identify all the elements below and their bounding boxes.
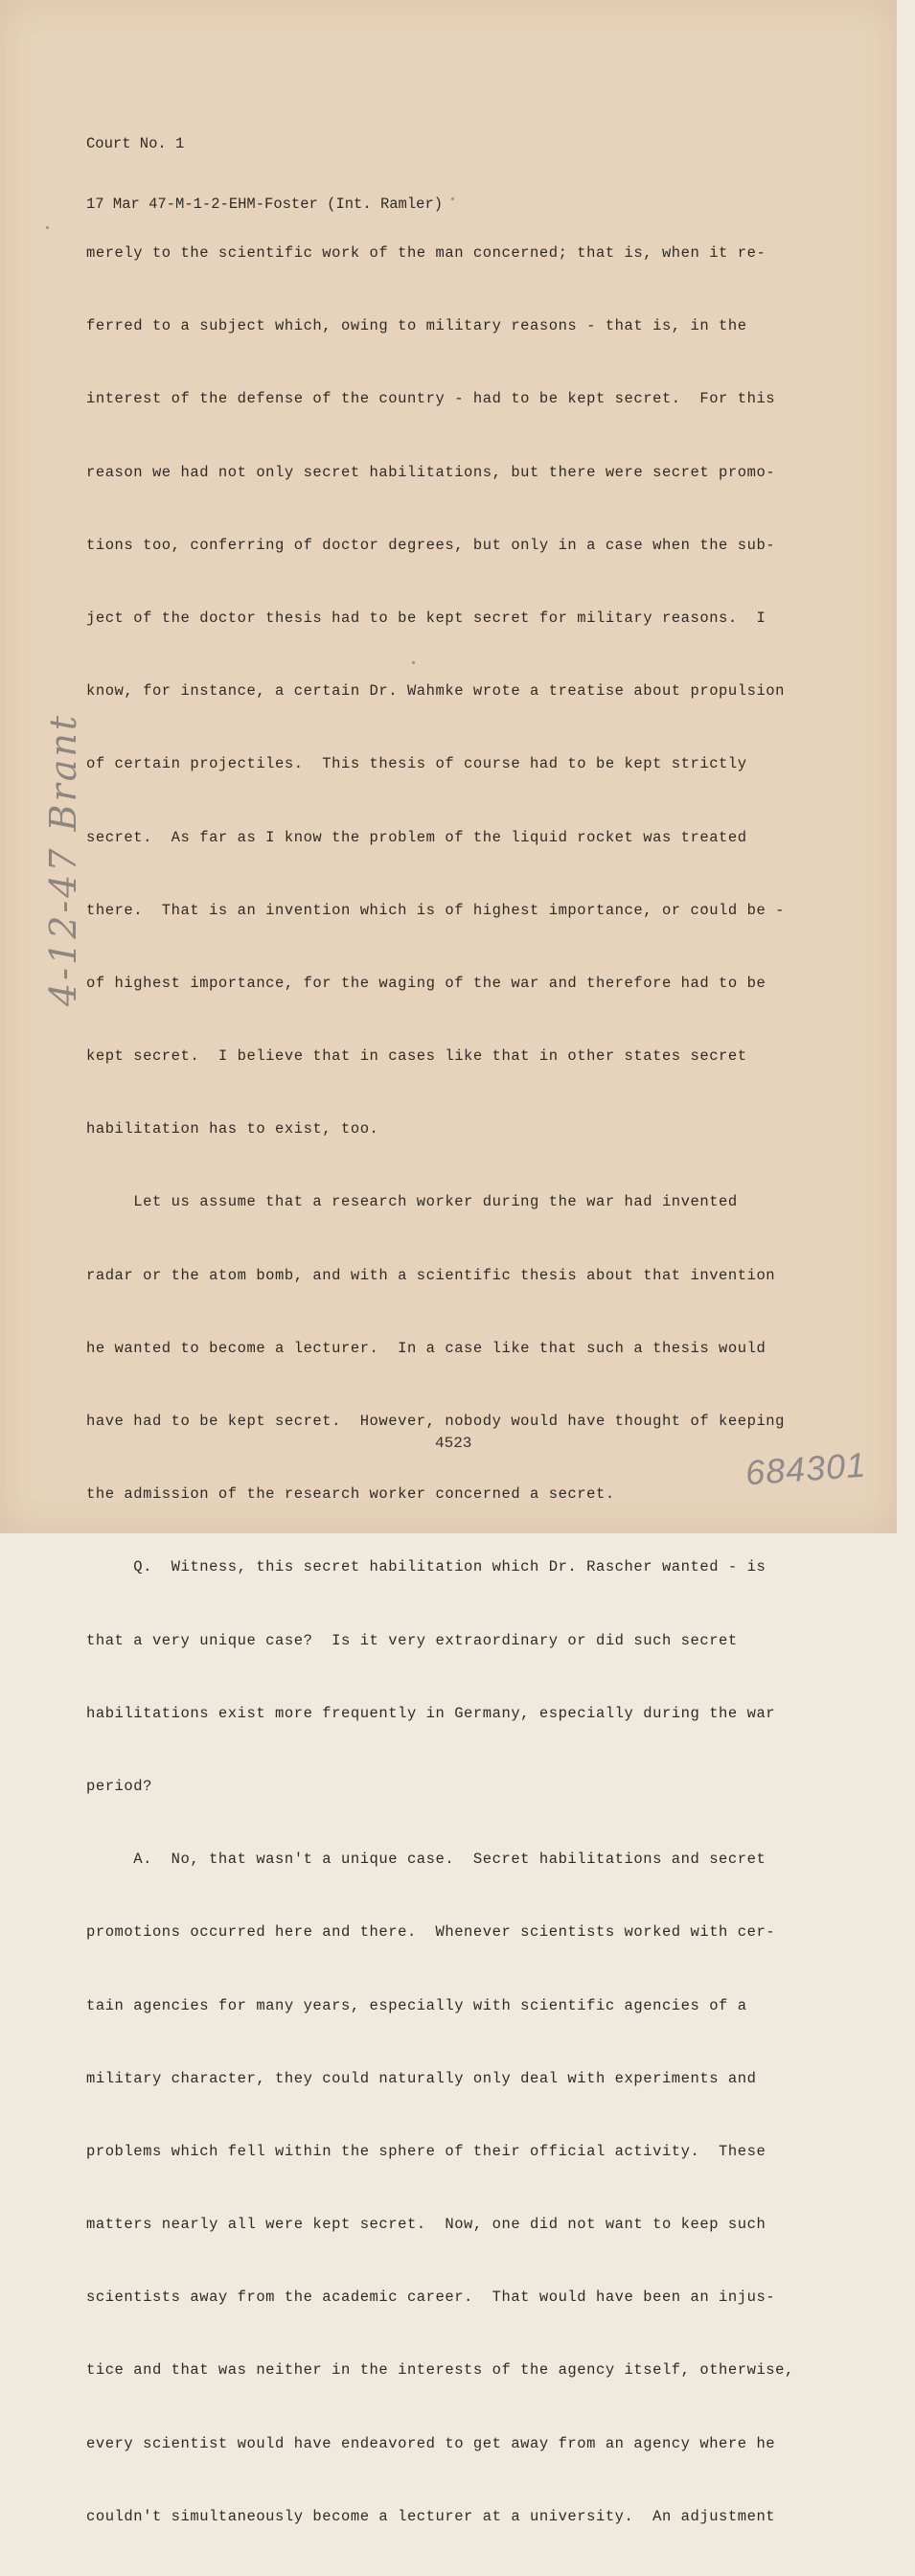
transcript-line: ject of the doctor thesis had to be kept secret for military reasons. I bbox=[86, 609, 766, 627]
transcript-line: scientists away from the academic career. That would have been an injus- bbox=[86, 2288, 776, 2307]
handwritten-margin-note: 4-12-47 Brant bbox=[42, 712, 84, 1006]
paper-speck bbox=[704, 906, 707, 908]
transcript-line: tions too, conferring of doctor degrees, but only in a case when the sub- bbox=[86, 536, 776, 554]
transcript-line: secret. As far as I know the problem of the liquid rocket was treated bbox=[86, 828, 747, 846]
court-number: Court No. 1 bbox=[86, 135, 185, 152]
paper-speck bbox=[451, 197, 454, 200]
transcript-line: period? bbox=[86, 1777, 152, 1795]
transcript-line: Let us assume that a research worker during the war had invented bbox=[86, 1193, 738, 1211]
transcript-line: interest of the defense of the country - had to be kept secret. For this bbox=[86, 390, 776, 408]
transcript-line: there. That is an invention which is of highest importance, or could be - bbox=[86, 901, 786, 919]
stamp-number: 684301 bbox=[743, 1444, 868, 1493]
page-number: 4523 bbox=[435, 1435, 472, 1452]
transcript-line: the admission of the research worker concerned a secret. bbox=[86, 1485, 615, 1504]
transcript-line: he wanted to become a lecturer. In a case like that such a thesis would bbox=[86, 1339, 766, 1357]
transcript-line: that a very unique case? Is it very extraordinary or did such secret bbox=[86, 1631, 738, 1649]
transcript-line: know, for instance, a certain Dr. Wahmke wrote a treatise about propulsion bbox=[86, 682, 786, 701]
transcript-line: ferred to a subject which, owing to military reasons - that is, in the bbox=[86, 317, 747, 335]
transcript-line: every scientist would have endeavored to get away from an agency where he bbox=[86, 2434, 776, 2452]
transcript-line: radar or the atom bomb, and with a scientific thesis about that invention bbox=[86, 1266, 776, 1284]
transcript-body bbox=[86, 205, 814, 2576]
transcript-line: habilitation has to exist, too. bbox=[86, 1120, 379, 1138]
transcript-line: A. No, that wasn't a unique case. Secret habilitations and secret bbox=[86, 1851, 766, 1869]
transcript-line: Q. Witness, this secret habilitation which Dr. Rascher wanted - is bbox=[86, 1558, 766, 1576]
transcript-line: tain agencies for many years, especially with scientific agencies of a bbox=[86, 1996, 747, 2014]
paper-speck bbox=[412, 661, 415, 664]
transcript-line: kept secret. I believe that in cases like that in other states secret bbox=[86, 1047, 747, 1066]
transcript-line: promotions occurred here and there. Whenever scientists worked with cer- bbox=[86, 1923, 776, 1942]
transcript-line: reason we had not only secret habilitations, but there were secret promo- bbox=[86, 463, 776, 481]
transcript-line: merely to the scientific work of the man concerned; that is, when it re- bbox=[86, 244, 766, 262]
paper-speck bbox=[46, 226, 49, 229]
transcript-line: habilitations exist more frequently in Germany, especially during the war bbox=[86, 1704, 776, 1722]
transcript-line: military character, they could naturally only deal with experiments and bbox=[86, 2069, 757, 2087]
transcript-line: couldn't simultaneously become a lecturer at a university. An adjustment bbox=[86, 2507, 776, 2525]
transcript-line: of certain projectiles. This thesis of course had to be kept strictly bbox=[86, 755, 747, 773]
transcript-line: have had to be kept secret. However, nobody would have thought of keeping bbox=[86, 1413, 786, 1430]
transcript-line: of highest importance, for the waging of the war and therefore had to be bbox=[86, 974, 766, 992]
transcript-line: tice and that was neither in the interests of the agency itself, otherwise, bbox=[86, 2361, 794, 2380]
transcript-line: problems which fell within the sphere of their official activity. These bbox=[86, 2142, 766, 2160]
transcript-line: matters nearly all were kept secret. Now, one did not want to keep such bbox=[86, 2216, 766, 2234]
session-line: 17 Mar 47-M-1-2-EHM-Foster (Int. Ramler) bbox=[86, 196, 444, 213]
